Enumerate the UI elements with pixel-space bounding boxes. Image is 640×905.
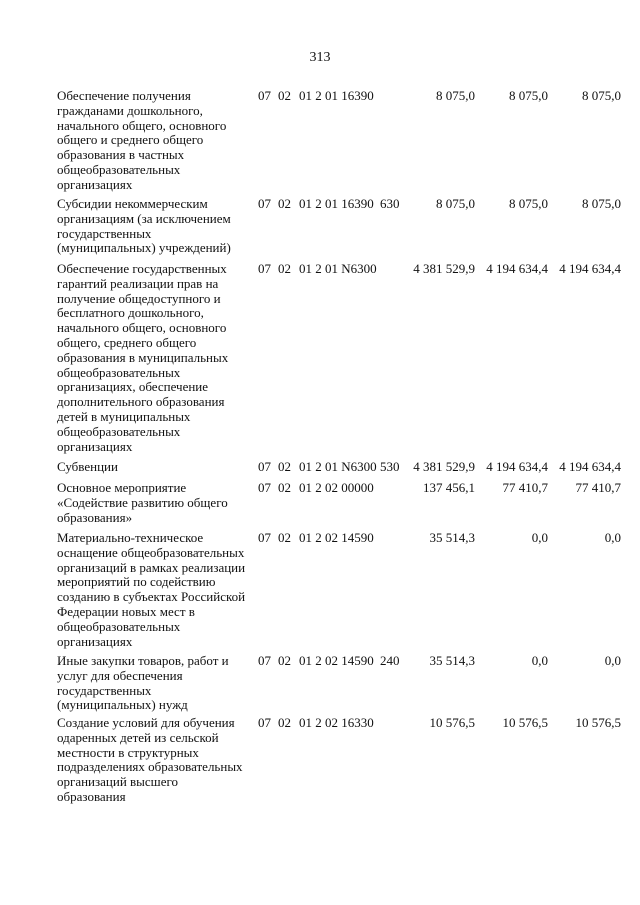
page-number: 313 [309,50,331,65]
amount-year-1: 8 075,0 [436,88,475,103]
subsection-code: 02 [278,530,291,545]
section-code: 07 [258,653,271,668]
section-code: 07 [258,530,271,545]
section-code: 07 [258,261,271,276]
section-code: 07 [258,480,271,495]
amount-year-2: 8 075,0 [509,196,548,211]
amount-year-3: 0,0 [604,530,621,545]
amount-year-3: 8 075,0 [582,196,621,211]
row-description: Субсидии некоммерческим организациям (за исключением государственных (муниципальных) учреждений) [57,196,231,256]
row-description: Материально-техническое оснащение общеобразовательных организаций в рамках реализации мероприятий по содействию созданию в субъектах Российской Федерации новых мест в общеобразовательных организациях [57,530,246,649]
target-article-code: 01 2 02 16330 [299,715,374,730]
amount-year-1: 137 456,1 [423,480,475,495]
row-description: Субвенции [57,459,118,474]
amount-year-2: 0,0 [531,653,548,668]
expense-type-code: 630 [380,196,400,211]
amount-year-2: 4 194 634,4 [486,459,548,474]
expense-type-code: 240 [380,653,400,668]
expense-type-code: 530 [380,459,400,474]
amount-year-3: 8 075,0 [582,88,621,103]
target-article-code: 01 2 02 14590 [299,530,374,545]
amount-year-1: 35 514,3 [429,653,475,668]
subsection-code: 02 [278,196,291,211]
amount-year-2: 77 410,7 [502,480,548,495]
subsection-code: 02 [278,261,291,276]
target-article-code: 01 2 01 16390 [299,88,374,103]
amount-year-2: 8 075,0 [509,88,548,103]
amount-year-3: 77 410,7 [575,480,621,495]
subsection-code: 02 [278,88,291,103]
amount-year-1: 10 576,5 [429,715,475,730]
target-article-code: 01 2 02 14590 [299,653,374,668]
row-description: Создание условий для обучения одаренных детей из сельской местности в структурных подразделениях образовательных организаций высшего образования [57,715,243,804]
row-description: Обеспечение получения гражданами дошкольного, начального общего, основного общего и среднего общего образования в частных общеобразовательных организациях [57,88,227,192]
row-description: Иные закупки товаров, работ и услуг для обеспечения государственных (муниципальных) нужд [57,653,229,713]
row-description: Основное мероприятие «Содействие развитию общего образования» [57,480,228,525]
target-article-code: 01 2 01 N6300 [299,459,377,474]
amount-year-3: 4 194 634,4 [559,261,621,276]
target-article-code: 01 2 01 N6300 [299,261,377,276]
amount-year-1: 35 514,3 [429,530,475,545]
section-code: 07 [258,196,271,211]
amount-year-2: 4 194 634,4 [486,261,548,276]
amount-year-1: 4 381 529,9 [413,261,475,276]
amount-year-3: 4 194 634,4 [559,459,621,474]
amount-year-2: 10 576,5 [502,715,548,730]
section-code: 07 [258,88,271,103]
amount-year-3: 10 576,5 [575,715,621,730]
amount-year-1: 8 075,0 [436,196,475,211]
target-article-code: 01 2 02 00000 [299,480,374,495]
amount-year-1: 4 381 529,9 [413,459,475,474]
subsection-code: 02 [278,715,291,730]
subsection-code: 02 [278,480,291,495]
amount-year-3: 0,0 [604,653,621,668]
row-description: Обеспечение государственных гарантий реализации прав на получение общедоступного и бесплатного дошкольного, начального общего, основного общего, среднего общего образования в муниципальных общеобразовательных организациях, обеспечение дополнительного образования детей в муниципальных общеобразовательных организациях [57,261,229,454]
section-code: 07 [258,715,271,730]
amount-year-2: 0,0 [531,530,548,545]
target-article-code: 01 2 01 16390 [299,196,374,211]
section-code: 07 [258,459,271,474]
subsection-code: 02 [278,653,291,668]
subsection-code: 02 [278,459,291,474]
